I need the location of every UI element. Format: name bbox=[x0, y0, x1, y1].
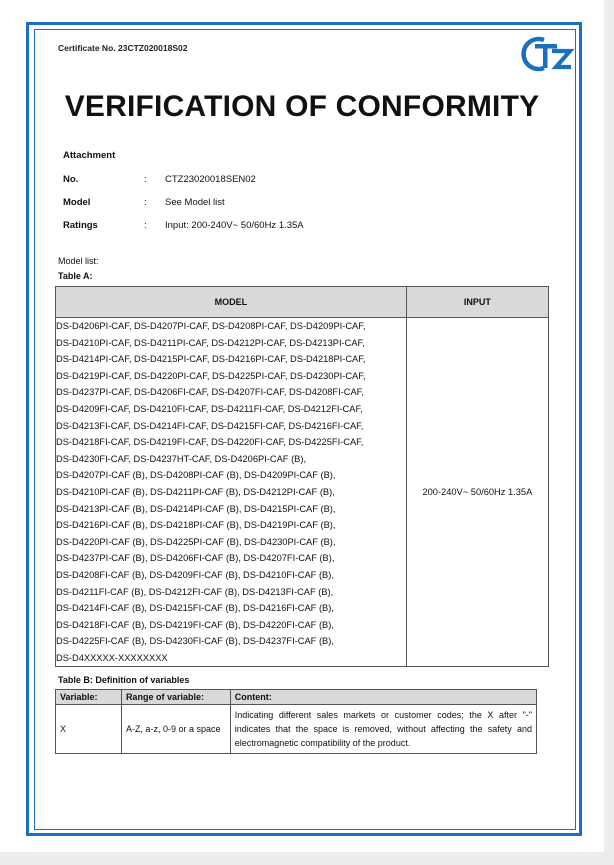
info-label: No. bbox=[63, 174, 79, 185]
model-list-line: DS-D4213PI-CAF (B), DS-D4214PI-CAF (B), DS-D4215PI-CAF (B), bbox=[56, 503, 336, 514]
model-list-line: DS-D4220PI-CAF (B), DS-D4225PI-CAF (B), DS-D4230PI-CAF (B), bbox=[56, 536, 336, 547]
model-list-line: DS-D4214PI-CAF, DS-D4215PI-CAF, DS-D4216PI-CAF, DS-D4218PI-CAF, bbox=[56, 354, 366, 365]
certificate-number: Certificate No. 23CTZ020018S02 bbox=[58, 43, 188, 53]
table-header-row bbox=[56, 287, 549, 318]
document-title: VERIFICATION OF CONFORMITY bbox=[64, 90, 540, 123]
input-value-cell: 200-240V~ 50/60Hz 1.35A bbox=[406, 318, 548, 667]
model-list-line: DS-D4230FI-CAF, DS-D4237HT-CAF, DS-D4206PI-CAF (B), bbox=[56, 453, 307, 464]
info-label: Model bbox=[63, 197, 91, 208]
model-list-line: DS-D4211FI-CAF (B), DS-D4212FI-CAF (B), DS-D4213FI-CAF (B), bbox=[56, 586, 334, 597]
info-value: CTZ23020018SEN02 bbox=[165, 174, 256, 185]
variables-table bbox=[55, 689, 537, 754]
model-list-line: DS-D4219PI-CAF, DS-D4220PI-CAF, DS-D4225PI-CAF, DS-D4230PI-CAF, bbox=[56, 370, 366, 381]
model-list-line: DS-D4208FI-CAF (B), DS-D4209FI-CAF (B), DS-D4210FI-CAF (B), bbox=[56, 569, 334, 580]
info-colon: : bbox=[144, 197, 147, 208]
model-table bbox=[55, 286, 549, 667]
range-column-header: Range of variable: bbox=[121, 690, 230, 705]
attachment-heading: Attachment bbox=[63, 150, 116, 161]
model-list-cell bbox=[56, 318, 407, 667]
model-list-line: DS-D4206PI-CAF, DS-D4207PI-CAF, DS-D4208PI-CAF, DS-D4209PI-CAF, bbox=[56, 321, 366, 331]
model-list-line: DS-D4209FI-CAF, DS-D4210FI-CAF, DS-D4211FI-CAF, DS-D4212FI-CAF, bbox=[56, 403, 363, 414]
model-list-line: DS-D4207PI-CAF (B), DS-D4208PI-CAF (B), DS-D4209PI-CAF (B), bbox=[56, 470, 336, 481]
input-column-header: INPUT bbox=[406, 287, 548, 318]
table-header-row bbox=[56, 690, 537, 705]
model-list-line: DS-D4216PI-CAF (B), DS-D4218PI-CAF (B), DS-D4219PI-CAF (B), bbox=[56, 520, 336, 531]
model-list-line: DS-D4237PI-CAF (B), DS-D4206FI-CAF (B), DS-D4207FI-CAF (B), bbox=[56, 553, 335, 564]
info-label: Ratings bbox=[63, 220, 98, 231]
variable-cell: X bbox=[56, 705, 122, 754]
info-value: See Model list bbox=[165, 197, 225, 208]
model-list-line: DS-D4210PI-CAF (B), DS-D4211PI-CAF (B), DS-D4212PI-CAF (B), bbox=[56, 486, 335, 497]
model-list-line: DS-D4218FI-CAF, DS-D4219FI-CAF, DS-D4220FI-CAF, DS-D4225FI-CAF, bbox=[56, 437, 364, 448]
model-list-line: DS-D4225FI-CAF (B), DS-D4230FI-CAF (B), DS-D4237FI-CAF (B), bbox=[56, 636, 334, 647]
model-list-line: DS-D4210PI-CAF, DS-D4211PI-CAF, DS-D4212PI-CAF, DS-D4213PI-CAF, bbox=[56, 337, 365, 348]
model-list-line: DS-D4213FI-CAF, DS-D4214FI-CAF, DS-D4215FI-CAF, DS-D4216FI-CAF, bbox=[56, 420, 364, 431]
info-colon: : bbox=[144, 174, 147, 185]
model-list-line: DS-D4XXXXX-XXXXXXXX bbox=[56, 652, 168, 663]
content-column-header: Content: bbox=[230, 690, 536, 705]
model-list-label: Model list: bbox=[58, 256, 99, 266]
info-colon: : bbox=[144, 220, 147, 231]
table-row bbox=[56, 705, 537, 754]
range-cell: A-Z, a-z, 0-9 or a space bbox=[121, 705, 230, 754]
info-value: Input: 200-240V~ 50/60Hz 1.35A bbox=[165, 220, 304, 231]
table-b-label: Table B: Definition of variables bbox=[58, 675, 190, 685]
model-list-line: DS-D4218FI-CAF (B), DS-D4219FI-CAF (B), DS-D4220FI-CAF (B), bbox=[56, 619, 334, 630]
table-a-label: Table A: bbox=[58, 271, 93, 281]
model-list-line: DS-D4214FI-CAF (B), DS-D4215FI-CAF (B), DS-D4216FI-CAF (B), bbox=[56, 603, 334, 614]
table-row bbox=[56, 318, 549, 667]
model-column-header: MODEL bbox=[56, 287, 407, 318]
content-cell: Indicating different sales markets or customer codes; the X after "-" indicates that the space is removed, without affecting the safety and electromagnetic compatibility of the product. bbox=[230, 705, 536, 754]
ctz-logo-icon bbox=[518, 34, 578, 74]
model-list-line: DS-D4237PI-CAF, DS-D4206FI-CAF, DS-D4207FI-CAF, DS-D4208FI-CAF, bbox=[56, 387, 364, 398]
variable-column-header: Variable: bbox=[56, 690, 122, 705]
